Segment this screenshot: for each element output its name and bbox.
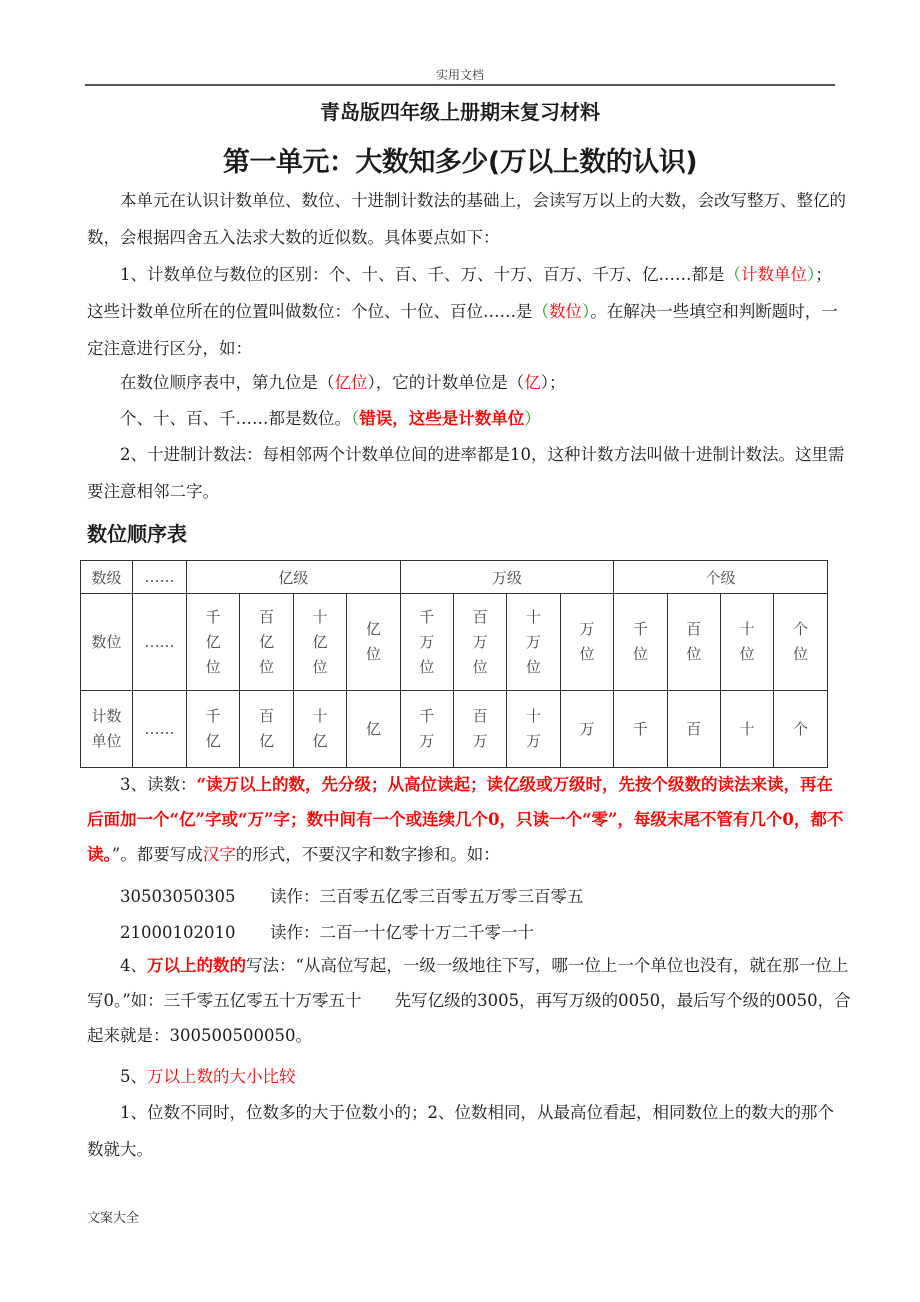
point-1-text-b: ；这些计数单位所在的位置叫做数位：个位、十位、百位……是 — [87, 265, 832, 321]
paren-close: ） — [807, 265, 816, 284]
table-cell — [240, 691, 293, 768]
table-cell — [720, 594, 773, 691]
point-4-text: 写法：“从高位写起，一级一级地往下写，哪一位上一个单位也没有，就在那一位上写0。”如：三千零五亿零五十万零五十 先写亿级的3005，再写万级的0050，最后写个级的0050，合起来就是：300500500050。 — [87, 956, 851, 1045]
point-3-prefix: 3、读数： — [120, 775, 197, 794]
reading-example — [120, 919, 534, 943]
table-cell: …… — [133, 594, 187, 691]
point-4-highlight: 万以上的数的 — [147, 956, 246, 975]
unit-name: 千亿 — [205, 707, 221, 750]
table-cell — [453, 691, 506, 768]
paren-open: （ — [724, 265, 741, 284]
table-cell — [667, 691, 720, 768]
table-cell — [667, 594, 720, 691]
paren-open: （ — [351, 409, 360, 428]
table-cell: 万级 — [400, 561, 614, 594]
table-row-label — [81, 691, 133, 768]
unit-name: 千 — [632, 719, 648, 738]
place-name: 个位 — [793, 620, 809, 663]
point-4-paragraph — [87, 948, 857, 1053]
point-5-prefix: 5、 — [120, 1067, 147, 1086]
table-cell: 亿级 — [187, 561, 401, 594]
place-name: 十亿位 — [312, 607, 328, 676]
unit-name: 百亿 — [259, 707, 275, 750]
header-divider — [85, 84, 835, 86]
table-cell — [187, 594, 240, 691]
example-number: 21000102010 — [120, 923, 236, 942]
table-cell — [187, 691, 240, 768]
point-3-text-a: 。都要写成 — [120, 845, 203, 864]
example-1-text-a: 在数位顺序表中，第九位是（ — [120, 373, 335, 392]
unit-name: 十万 — [526, 707, 542, 750]
table-cell — [507, 691, 560, 768]
example-reading: 读作：二百一十亿零十万二千零一十 — [270, 923, 534, 942]
place-name: 千亿位 — [205, 607, 221, 676]
place-name: 十位 — [739, 620, 755, 663]
answer-digit-place: 数位 — [549, 302, 582, 321]
example-1-line — [87, 364, 847, 401]
table-row-label: 数位 — [81, 594, 133, 691]
unit-name: 千万 — [419, 707, 435, 750]
point-3-paragraph — [87, 767, 847, 872]
table-row-levels — [81, 561, 828, 594]
table-cell — [614, 691, 667, 768]
point-2-paragraph: 2、十进制计数法：每相邻两个计数单位间的进率都是10，这种计数方法叫做十进制计数法。这里需要注意相邻二字。 — [87, 445, 845, 501]
table-cell: …… — [133, 561, 187, 594]
unit-name: 万 — [579, 719, 595, 738]
table-cell — [400, 691, 453, 768]
point-1-text-a: 1、计数单位与数位的区别：个、十、百、千、万、十万、百万、千万、亿……都是 — [120, 265, 725, 284]
paren-close: ） — [582, 302, 591, 321]
place-name: 千万位 — [419, 607, 435, 676]
point-3-text-b: 的形式，不要汉字和数字掺和。如： — [235, 845, 500, 864]
example-number: 30503050305 — [120, 887, 236, 906]
table-cell — [293, 691, 346, 768]
place-name: 百万位 — [472, 607, 488, 676]
example-1-text-c: ）； — [540, 373, 566, 392]
place-name: 亿位 — [365, 620, 381, 663]
place-name: 十万位 — [526, 607, 542, 676]
unit-name: 十亿 — [312, 707, 328, 750]
document-title: 青岛版四年级上册期末复习材料 — [320, 100, 600, 124]
table-cell — [240, 594, 293, 691]
page-header: 实用文档 — [435, 68, 484, 82]
reading-example — [120, 883, 584, 907]
example-reading: 读作：三百零五亿零三百零五万零三百零五 — [270, 887, 584, 906]
point-4-prefix: 4、 — [120, 956, 147, 975]
example-2-line — [87, 400, 847, 437]
close-quote: ” — [111, 845, 121, 864]
point-1-paragraph — [87, 256, 847, 367]
table-cell — [720, 691, 773, 768]
example-2-text: 个、十、百、千……都是数位。 — [120, 409, 351, 428]
table-cell — [347, 594, 400, 691]
table-row-places — [81, 594, 828, 691]
example-1-answer-b: 亿 — [524, 373, 541, 392]
example-2-answer: 错误，这些是计数单位 — [359, 409, 525, 428]
table-cell — [560, 691, 613, 768]
example-1-answer-a: 亿位 — [334, 373, 368, 392]
table-cell — [774, 594, 827, 691]
table-cell — [774, 691, 827, 768]
point-1-text-c: 。在解决一些填空和判断题时，一定注意进行区分，如： — [87, 302, 838, 358]
table-cell — [293, 594, 346, 691]
table-cell: 数级 — [81, 561, 133, 594]
page-footer: 文案大全 — [87, 1211, 140, 1226]
unit-title: 第一单元：大数知多少(万以上数的认识) — [222, 147, 698, 178]
table-row-units — [81, 691, 828, 768]
table-cell — [400, 594, 453, 691]
table-heading: 数位顺序表 — [87, 522, 187, 546]
table-cell: 个级 — [614, 561, 828, 594]
answer-counting-unit: 计数单位 — [741, 265, 807, 284]
unit-name: 百 — [686, 719, 702, 738]
paren-open: （ — [532, 302, 549, 321]
reading-rule: “读万以上的数，先分级；从高位读起；读亿级或万级时，先按个级数的读法来读，再在后面加一个“亿”字或“万”字；数中间有一个或连续几个0，只读一个“零”，每级末尾不管有几个0，都不读。 — [87, 775, 844, 864]
intro-paragraph: 本单元在认识计数单位、数位、十进制计数法的基础上，会读写万以上的大数，会改写整万、整亿的数，会根据四舍五入法求大数的近似数。具体要点如下： — [87, 191, 846, 247]
example-1-text-b: ），它的计数单位是（ — [367, 373, 525, 392]
paren-close: ） — [524, 409, 541, 428]
compare-rule-paragraph: 1、位数不同时，位数多的大于位数小的；2、位数相同，从最高位看起，相同数位上的数大的那个数就大。 — [87, 1103, 834, 1159]
place-name: 千位 — [632, 620, 648, 663]
table-cell — [560, 594, 613, 691]
table-cell — [453, 594, 506, 691]
unit-name: 个 — [793, 719, 809, 738]
place-name: 百位 — [686, 620, 702, 663]
unit-name: 十 — [739, 719, 755, 738]
place-name: 万位 — [579, 620, 595, 663]
point-5-heading — [87, 1058, 847, 1095]
table-cell: …… — [133, 691, 187, 768]
digit-order-table — [80, 560, 828, 768]
row-label-text: 计数单位 — [91, 707, 122, 750]
table-cell — [347, 691, 400, 768]
place-name: 百亿位 — [259, 607, 275, 676]
table-cell — [614, 594, 667, 691]
point-5-highlight: 万以上数的大小比较 — [147, 1067, 296, 1086]
table-cell — [507, 594, 560, 691]
unit-name: 百万 — [472, 707, 488, 750]
unit-name: 亿 — [365, 719, 381, 738]
highlight-chinese-chars: 汉字 — [202, 845, 236, 864]
